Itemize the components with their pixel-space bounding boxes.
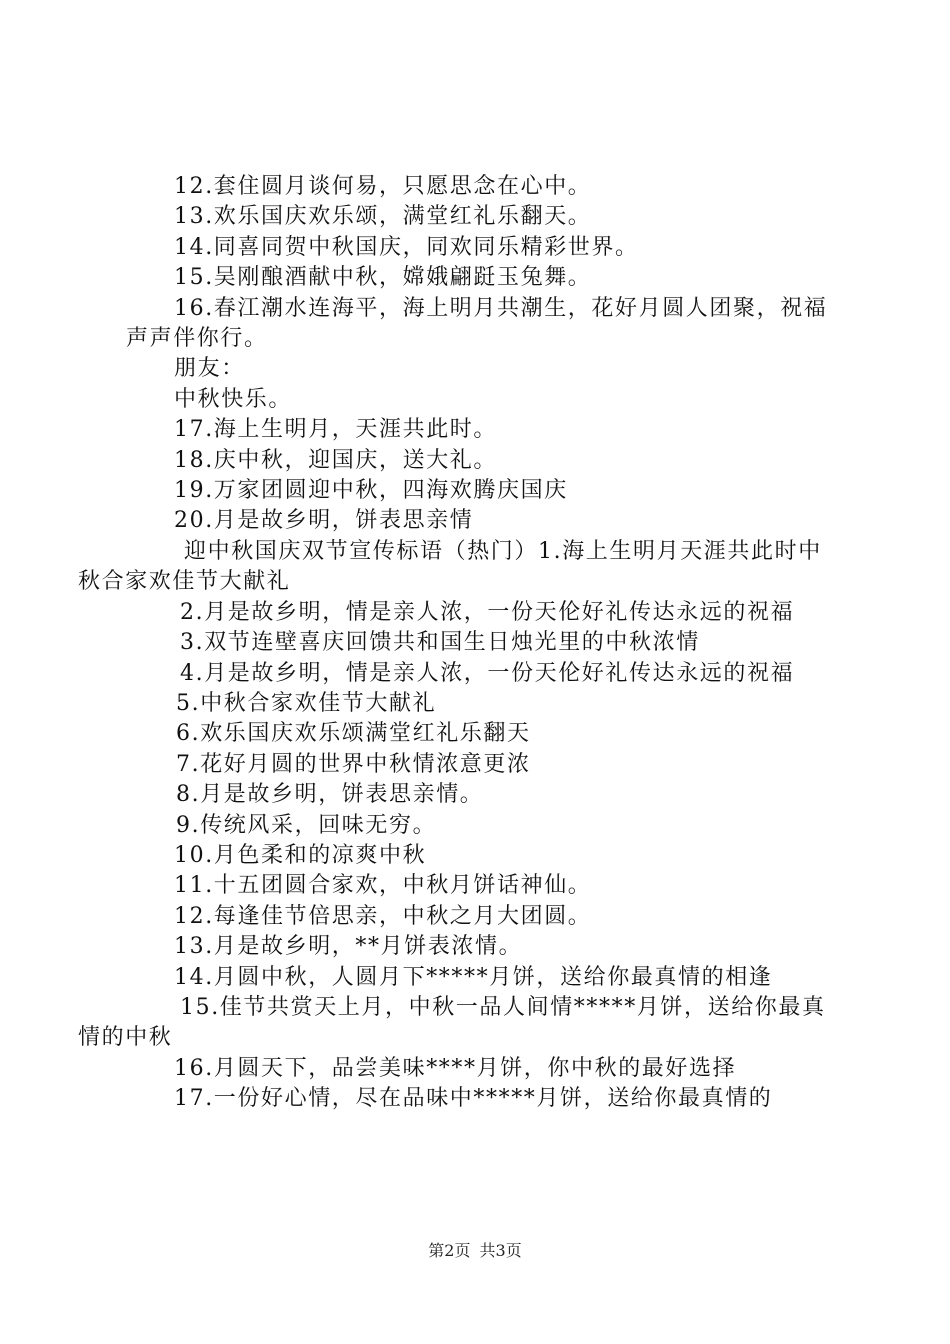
paragraph-15: 4.月是故乡明，情是亲人浓，一份天伦好礼传达永远的祝福 xyxy=(180,660,795,686)
paragraph-16: 5.中秋合家欢佳节大献礼 xyxy=(176,690,437,716)
paragraph-22: 11.十五团圆合家欢，中秋月饼话神仙。 xyxy=(174,873,592,899)
paragraph-1: 12.套住圆月谈何易，只愿思念在心中。 xyxy=(174,174,592,199)
page-footer xyxy=(0,1241,950,1261)
paragraph-7: 中秋快乐。 xyxy=(174,386,293,412)
paragraph-5: 16.春江潮水连海平，海上明月共潮生，花好月圆人团聚，祝福声声伴你行。 xyxy=(126,295,828,352)
paragraph-20: 9.传统风采，回味无穷。 xyxy=(176,812,437,838)
page-number: 第2页 xyxy=(428,1241,471,1260)
paragraph-24: 13.月是故乡明，**月饼表浓情。 xyxy=(174,934,523,960)
paragraph-17: 6.欢乐国庆欢乐颂满堂红礼乐翻天 xyxy=(176,721,531,747)
paragraph-4: 15.吴刚酿酒献中秋，嫦娥翩跹玉兔舞。 xyxy=(174,265,592,291)
paragraph-26: 15.佳节共赏天上月，中秋一品人间情*****月饼，送给你最真情的中秋 xyxy=(78,994,826,1051)
paragraph-28: 17.一份好心情，尽在品味中*****月饼，送给你最真情的 xyxy=(174,1086,773,1112)
paragraph-10: 19.万家团圆迎中秋，四海欢腾庆国庆 xyxy=(174,478,568,504)
paragraph-19: 8.月是故乡明，饼表思亲情。 xyxy=(176,782,484,808)
paragraph-27: 16.月圆天下，品尝美味****月饼，你中秋的最好选择 xyxy=(174,1055,737,1081)
paragraph-12: 迎中秋国庆双节宣传标语（热门）1.海上生明月天涯共此时中秋合家欢佳节大献礼 xyxy=(78,538,822,595)
paragraph-18: 7.花好月圆的世界中秋情浓意更浓 xyxy=(176,751,531,777)
paragraph-6: 朋友： xyxy=(174,356,245,382)
paragraph-25: 14.月圆中秋，人圆月下*****月饼，送给你最真情的相逢 xyxy=(174,964,773,990)
paragraph-2: 13.欢乐国庆欢乐颂，满堂红礼乐翻天。 xyxy=(174,204,592,230)
paragraph-3: 14.同喜同贺中秋国庆，同欢同乐精彩世界。 xyxy=(174,234,639,260)
paragraph-13: 2.月是故乡明，情是亲人浓，一份天伦好礼传达永远的祝福 xyxy=(180,599,795,625)
paragraph-23: 12.每逢佳节倍思亲，中秋之月大团圆。 xyxy=(174,903,592,929)
paragraph-21: 10.月色柔和的凉爽中秋 xyxy=(174,842,427,868)
paragraph-9: 18.庆中秋，迎国庆，送大礼。 xyxy=(174,447,497,473)
paragraph-8: 17.海上生明月，天涯共此时。 xyxy=(174,417,497,443)
paragraph-11: 20.月是故乡明，饼表思亲情 xyxy=(174,508,474,534)
document-body xyxy=(78,172,832,1115)
page-total: 共3页 xyxy=(479,1241,522,1260)
paragraph-14: 3.双节连壁喜庆回馈共和国生日烛光里的中秋浓情 xyxy=(180,630,700,656)
